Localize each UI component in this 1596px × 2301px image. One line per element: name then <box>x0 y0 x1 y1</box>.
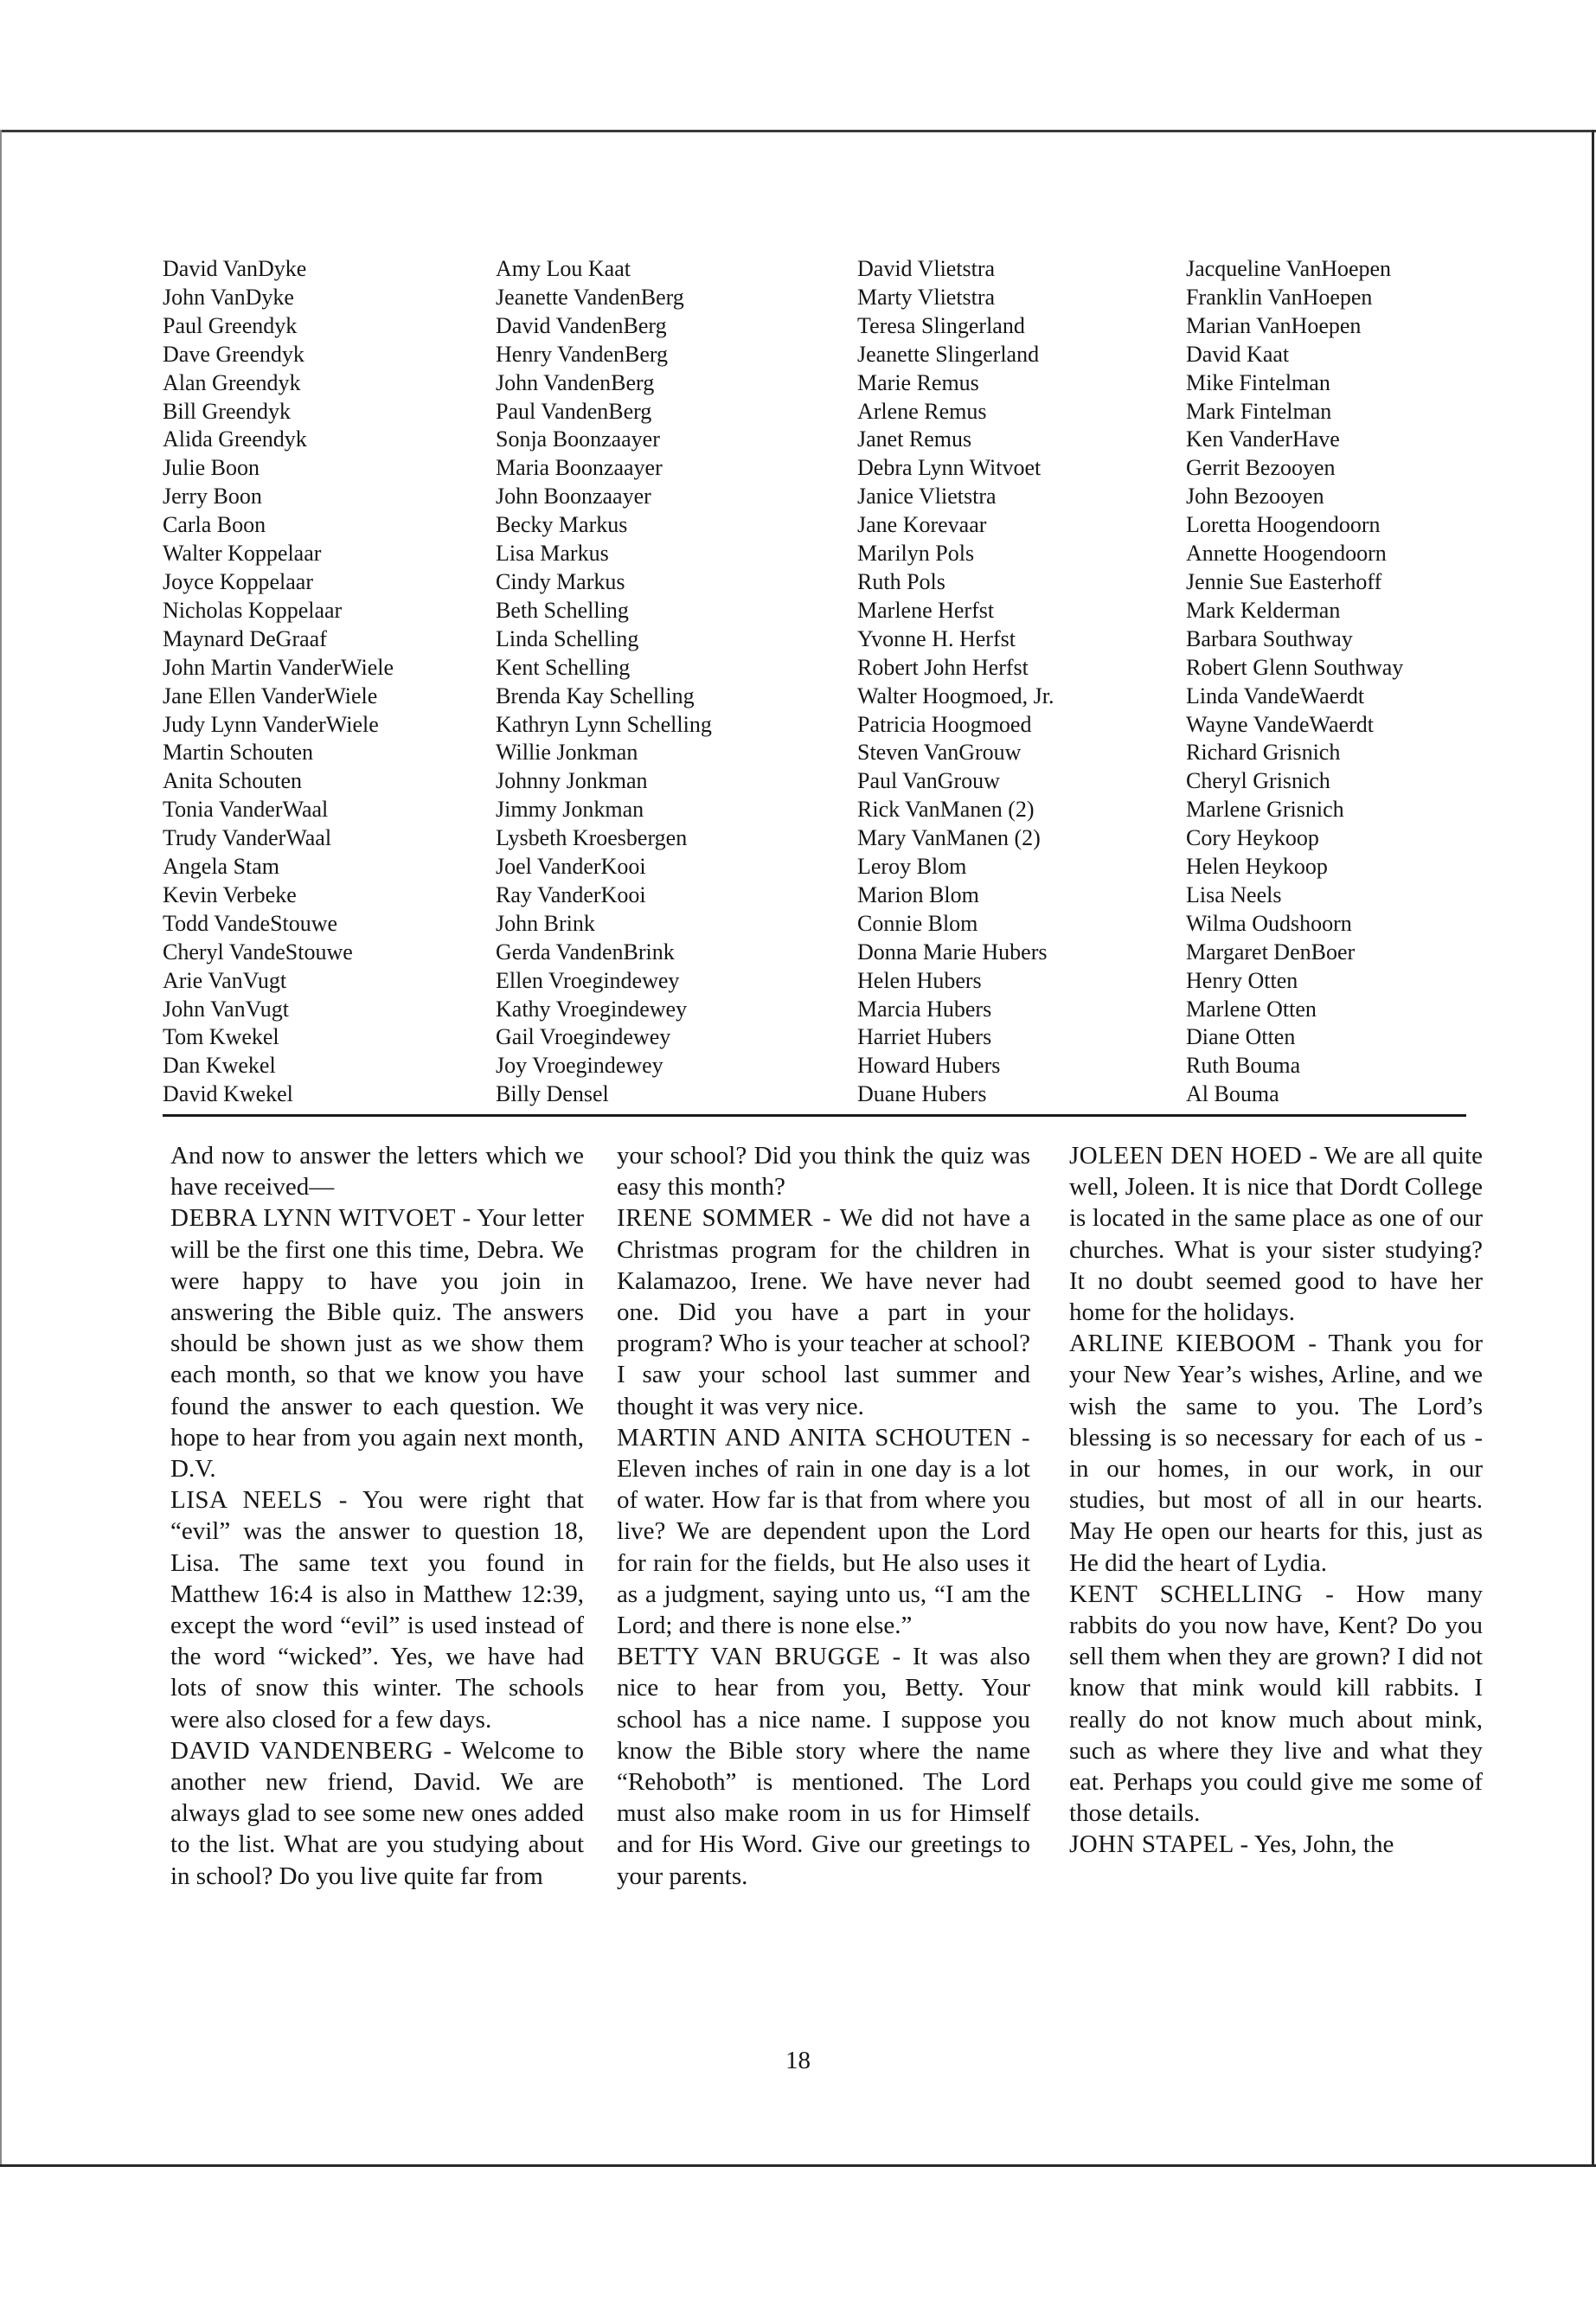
name-entry: Annette Hoogendoorn <box>1186 541 1387 567</box>
name-entry: Marian VanHoepen <box>1186 312 1362 338</box>
name-entry: Debra Lynn Witvoet <box>857 455 1042 481</box>
name-entry: Cindy Markus <box>496 568 625 594</box>
name-entry: Gerda VandenBrink <box>496 939 675 965</box>
name-entry: Marlene Herfst <box>857 597 995 623</box>
name-entry: Marlene Grisnich <box>1186 797 1344 823</box>
name-entry: Henry VandenBerg <box>496 341 669 367</box>
scan-border-top <box>0 130 1596 132</box>
name-entry: Dan Kwekel <box>163 1053 276 1079</box>
name-entry: Mark Fintelman <box>1186 398 1332 424</box>
name-entry: Janet Remus <box>857 426 972 452</box>
letters-section <box>0 1140 1596 2022</box>
name-entry: Harriet Hubers <box>857 1024 992 1050</box>
name-entry: Judy Lynn VanderWiele <box>163 711 379 737</box>
name-entry: Teresa Slingerland <box>857 312 1025 338</box>
name-entry: Steven VanGrouw <box>857 740 1022 766</box>
name-entry: Diane Otten <box>1186 1024 1296 1050</box>
name-entry: John Martin VanderWiele <box>163 654 394 680</box>
name-column-3 <box>857 255 1054 1109</box>
name-entry: Carla Boon <box>163 512 266 538</box>
name-entry: Barbara Southway <box>1186 625 1353 651</box>
name-entry: Robert Glenn Southway <box>1186 654 1404 680</box>
name-entry: Anita Schouten <box>163 768 303 794</box>
name-entry: Tom Kwekel <box>163 1024 279 1050</box>
name-entry: David Vlietstra <box>857 256 996 281</box>
name-entry: Trudy VanderWaal <box>163 825 332 851</box>
name-entry: Joy Vroegindewey <box>496 1053 663 1079</box>
text-column-1 <box>170 1140 584 1892</box>
name-entry: Wayne VandeWaerdt <box>1186 711 1374 737</box>
name-entry: Duane Hubers <box>857 1081 987 1107</box>
name-entry: Walter Koppelaar <box>163 541 322 567</box>
name-entry: Cheryl Grisnich <box>1186 768 1330 794</box>
name-entry: Lisa Markus <box>496 541 609 567</box>
name-column-1 <box>163 255 394 1109</box>
name-entry: Mike Fintelman <box>1186 369 1330 395</box>
letter-arline <box>1069 1328 1483 1579</box>
name-entry: Marty Vlietstra <box>857 284 996 310</box>
name-entry: Ken VanderHave <box>1186 426 1340 452</box>
letter-body: We are all quite well, Joleen. It is nice that Dordt College is located in the same place as one of our churches. What is your sister studying? It no doubt seemed good to have her home for the holidays. <box>1069 1142 1483 1327</box>
name-entry: Tonia VanderWaal <box>163 797 329 823</box>
name-entry: Helen Heykoop <box>1186 854 1328 880</box>
name-entry: Ruth Bouma <box>1186 1053 1301 1079</box>
name-entry: Franklin VanHoepen <box>1186 284 1373 310</box>
letter-recipient: KENT SCHELLING - <box>1069 1580 1335 1608</box>
letter-kent <box>1069 1579 1483 1830</box>
name-entry: Cheryl VandeStouwe <box>163 939 353 965</box>
letter-recipient: BETTY VAN BRUGGE - <box>617 1643 901 1671</box>
name-entry: Jacqueline VanHoepen <box>1186 256 1392 281</box>
name-entry: Dave Greendyk <box>163 341 304 367</box>
name-entry: Ray VanderKooi <box>496 881 646 907</box>
name-entry: Maynard DeGraaf <box>163 625 327 651</box>
name-entry: Jerry Boon <box>163 484 262 510</box>
name-entry: Kathryn Lynn Schelling <box>496 711 712 737</box>
name-entry: John Brink <box>496 910 595 936</box>
letter-body: You were right that “evil” was the answer to question 18, Lisa. The same text you found in Matthew 16:4 is also in Matthew 12:39, except the word “evil” is used instead of the word “wicked”. Yes, we have had lots of snow this winter. The schools were also closed for a few days. <box>170 1486 584 1734</box>
name-entry: Lysbeth Kroesbergen <box>496 825 688 851</box>
letter-recipient: MARTIN AND ANITA SCHOUTEN - <box>617 1423 1030 1452</box>
name-entry: John Boonzaayer <box>496 484 651 510</box>
letter-recipient: DEBRA LYNN WITVOET - <box>170 1204 471 1233</box>
name-entry: Connie Blom <box>857 910 978 936</box>
name-entry: Paul VanGrouw <box>857 768 1000 794</box>
name-entry: Alida Greendyk <box>163 426 307 452</box>
name-entry: Loretta Hoogendoorn <box>1186 512 1381 538</box>
intro-paragraph: And now to answer the letters which we have received— <box>170 1142 584 1202</box>
letter-recipient: LISA NEELS - <box>170 1486 348 1515</box>
name-entry: Richard Grisnich <box>1186 740 1341 766</box>
name-entry: Rick VanManen (2) <box>857 797 1035 823</box>
letter-joleen <box>1069 1140 1483 1328</box>
name-entry: Jimmy Jonkman <box>496 797 644 823</box>
name-entry: David Kaat <box>1186 341 1290 367</box>
name-entry: Marcia Hubers <box>857 996 992 1022</box>
name-entry: Beth Schelling <box>496 597 629 623</box>
name-entry: Marie Remus <box>857 369 979 395</box>
name-entry: Kent Schelling <box>496 654 631 680</box>
name-entry: Cory Heykoop <box>1186 825 1319 851</box>
name-entry: Wilma Oudshoorn <box>1186 910 1352 936</box>
name-list <box>0 255 1596 1112</box>
name-entry: Marilyn Pols <box>857 541 975 567</box>
name-entry: Todd VandeStouwe <box>163 910 338 936</box>
letter-body: Thank you for your New Year’s wishes, Arline, and we wish the same to you. The Lord’s blessing is so necessary for each of us - in our homes, in our work, in our studies, but most of all in our hearts. May He open our hearts for this, just as He did the heart of Lydia. <box>1069 1330 1483 1577</box>
letter-recipient: IRENE SOMMER - <box>617 1204 832 1233</box>
name-entry: John VanDyke <box>163 284 294 310</box>
letter-lisa <box>170 1484 584 1735</box>
name-entry: Yvonne H. Herfst <box>857 625 1016 651</box>
name-entry: Mark Kelderman <box>1186 597 1341 623</box>
name-entry: Mary VanManen (2) <box>857 825 1041 851</box>
name-entry: David VandenBerg <box>496 312 667 338</box>
name-entry: Henry Otten <box>1186 967 1298 993</box>
name-entry: Joel VanderKooi <box>496 854 646 880</box>
name-entry: Patricia Hoogmoed <box>857 711 1032 737</box>
name-entry: John Bezooyen <box>1186 484 1324 510</box>
letter-body: Eleven inches of rain in one day is a lot of water. How far is that from where you live? We are dependent upon the Lord for rain for the fields, but He also uses it as a judgment, saying unto us, “I am the Lord; and there is none else.” <box>617 1455 1030 1640</box>
name-entry: Brenda Kay Schelling <box>496 683 695 708</box>
letter-betty <box>617 1641 1030 1892</box>
letter-john <box>1069 1829 1483 1860</box>
page-number: 18 <box>785 2047 811 2074</box>
letter-body: It was also nice to hear from you, Betty. Your school has a nice name. I suppose you know the Bible story where the name “Rehoboth” is mentioned. The Lord must also make room in us for Himself and for His Word. Give our greetings to your parents. <box>617 1643 1031 1890</box>
letter-debra <box>170 1202 584 1484</box>
name-entry: David VanDyke <box>163 256 307 281</box>
letter-martin-anita <box>617 1422 1030 1641</box>
letter-david-continued: your school? Did you think the quiz was easy this month? <box>617 1142 1030 1202</box>
name-entry: Amy Lou Kaat <box>496 256 631 281</box>
letter-body: Yes, John, the <box>1253 1830 1394 1859</box>
letter-body: How many rabbits do you now have, Kent? Do you sell them when they are grown? I did not know that mink would kill rabbits. I really do not know much about mink, such as where they live and what they eat. Perhaps you could give me some of those details. <box>1069 1580 1483 1828</box>
name-entry: Bill Greendyk <box>163 398 292 424</box>
name-entry: Lisa Neels <box>1186 881 1282 907</box>
name-entry: Johnny Jonkman <box>496 768 648 794</box>
name-entry: Sonja Boonzaayer <box>496 426 660 452</box>
name-entry: Robert John Herfst <box>857 654 1029 680</box>
name-entry: John VanVugt <box>163 996 290 1022</box>
letter-body: Welcome to another new friend, David. We are always glad to see some new ones added to the list. What are you studying about in school? Do you live quite far from <box>170 1736 584 1890</box>
section-divider <box>163 1114 1466 1117</box>
name-column-4 <box>1186 255 1403 1109</box>
name-entry: Margaret DenBoer <box>1186 939 1356 965</box>
name-entry: Jennie Sue Easterhoff <box>1186 568 1382 594</box>
letter-recipient: JOLEEN DEN HOED - <box>1069 1142 1318 1170</box>
name-entry: Martin Schouten <box>163 740 314 766</box>
name-entry: Julie Boon <box>163 455 260 481</box>
name-entry: Jane Korevaar <box>857 512 987 538</box>
name-entry: Linda Schelling <box>496 625 639 651</box>
name-entry: Paul Greendyk <box>163 312 298 338</box>
name-entry: Leroy Blom <box>857 854 967 880</box>
name-entry: Gail Vroegindewey <box>496 1024 671 1050</box>
name-entry: Angela Stam <box>163 854 280 880</box>
letter-irene <box>617 1202 1030 1421</box>
name-column-2 <box>496 255 712 1109</box>
name-entry: Helen Hubers <box>857 967 982 993</box>
letter-recipient: ARLINE KIEBOOM - <box>1069 1330 1317 1358</box>
name-entry: Walter Hoogmoed, Jr. <box>857 683 1054 708</box>
name-entry: Becky Markus <box>496 512 628 538</box>
name-entry: Nicholas Koppelaar <box>163 597 343 623</box>
letter-recipient: DAVID VANDENBERG - <box>170 1736 452 1765</box>
name-entry: Jane Ellen VanderWiele <box>163 683 378 708</box>
name-entry: Willie Jonkman <box>496 740 638 766</box>
scan-border-bottom <box>0 2164 1596 2167</box>
text-column-2 <box>617 1140 1030 1892</box>
name-entry: Alan Greendyk <box>163 369 301 395</box>
name-entry: Kevin Verbeke <box>163 881 297 907</box>
letter-david <box>170 1735 584 1892</box>
name-entry: Marion Blom <box>857 881 979 907</box>
name-entry: Ruth Pols <box>857 568 945 594</box>
name-entry: Jeanette VandenBerg <box>496 284 684 310</box>
name-entry: John VandenBerg <box>496 369 655 395</box>
name-entry: Janice Vlietstra <box>857 484 997 510</box>
name-entry: Al Bouma <box>1186 1081 1279 1107</box>
name-entry: David Kwekel <box>163 1081 293 1107</box>
name-entry: Marlene Otten <box>1186 996 1317 1022</box>
name-entry: Howard Hubers <box>857 1053 1001 1079</box>
name-entry: Jeanette Slingerland <box>857 341 1040 367</box>
name-entry: Joyce Koppelaar <box>163 568 313 594</box>
name-entry: Paul VandenBerg <box>496 398 652 424</box>
text-column-3 <box>1069 1140 1483 1861</box>
letter-body: Your letter will be the first one this time, Debra. We were happy to have you join in answering the Bible quiz. The answers should be shown just as we show them each month, so that we know you have found the answer to each question. We hope to hear from you again next month, D.V. <box>170 1204 584 1484</box>
name-entry: Ellen Vroegindewey <box>496 967 680 993</box>
name-entry: Maria Boonzaayer <box>496 455 663 481</box>
name-entry: Arie VanVugt <box>163 967 287 993</box>
name-entry: Donna Marie Hubers <box>857 939 1048 965</box>
name-entry: Billy Densel <box>496 1081 609 1107</box>
name-entry: Gerrit Bezooyen <box>1186 455 1336 481</box>
name-entry: Linda VandeWaerdt <box>1186 683 1365 708</box>
name-entry: Arlene Remus <box>857 398 987 424</box>
letter-body: We did not have a Christmas program for the children in Kalamazoo, Irene. We have never had one. Did you have a part in your program? Who is your teacher at school? I saw your school last summer and thought it was very nice. <box>617 1204 1030 1420</box>
name-entry: Kathy Vroegindewey <box>496 996 688 1022</box>
letter-recipient: JOHN STAPEL - <box>1069 1830 1249 1859</box>
